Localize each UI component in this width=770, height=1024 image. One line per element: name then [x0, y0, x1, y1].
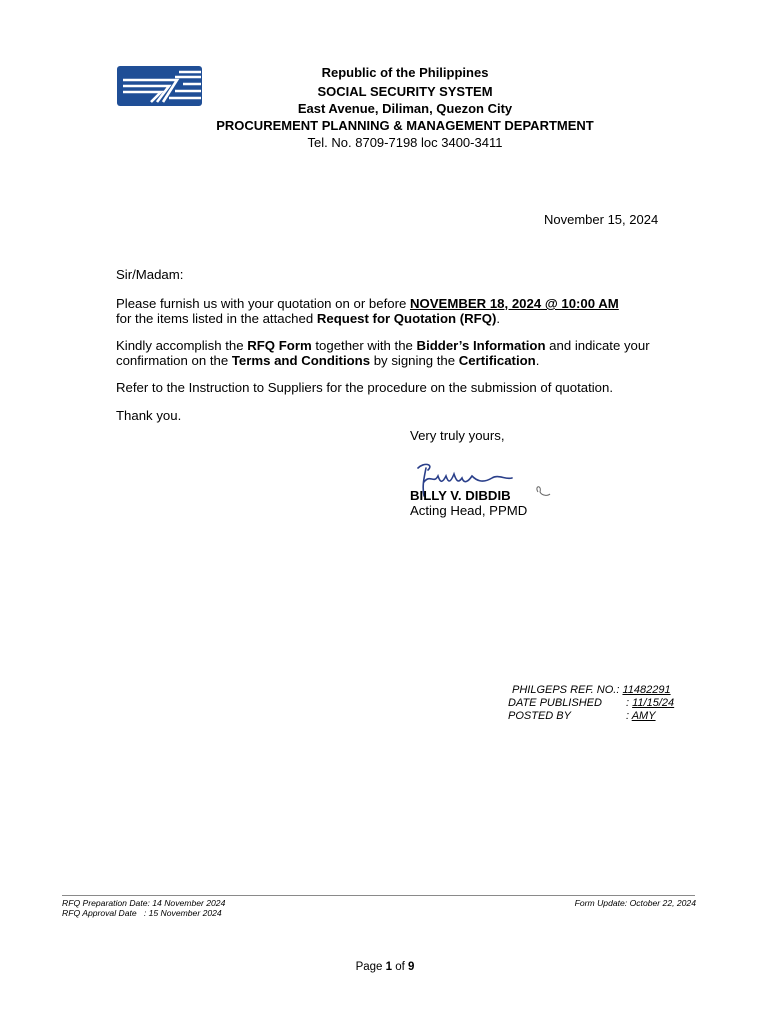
signer-title: Acting Head, PPMD — [410, 503, 528, 518]
header-republic: Republic of the Philippines — [321, 65, 489, 80]
footer-dates — [62, 898, 225, 918]
header-telephone: Tel. No. 8709-7198 loc 3400-3411 — [307, 135, 503, 150]
published-row: DATE PUBLISHED : 11/15/24 — [508, 697, 675, 709]
ref-value: 11482291 — [622, 684, 671, 696]
salutation: Sir/Madam: — [116, 267, 184, 282]
rfq-preparation-date: RFQ Preparation Date: 14 November 2024 — [62, 898, 226, 908]
deadline: NOVEMBER 18, 2024 @ 10:00 AM — [409, 296, 619, 311]
header-address: East Avenue, Diliman, Quezon City — [297, 101, 513, 116]
closing: Very truly yours, — [410, 428, 505, 443]
p1-text-b: for the items listed in the attached — [116, 311, 317, 326]
footer-divider — [62, 895, 695, 896]
rfq-approval-date: RFQ Approval Date : 15 November 2024 — [62, 908, 222, 918]
paragraph-refer: Refer to the Instruction to Suppliers for the procedure on the submission of quotation. — [116, 380, 614, 395]
posted-row: POSTED BY : AMY — [508, 710, 656, 722]
p1-text-a: Please furnish us with your quotation on or before — [116, 296, 410, 311]
form-update: Form Update: October 22, 2024 — [574, 898, 696, 908]
p2-end: . — [535, 353, 540, 368]
p2-text-d: by signing the — [370, 353, 459, 368]
letter-date: November 15, 2024 — [544, 212, 659, 227]
page-of: of — [392, 961, 409, 973]
paragraph-instructions — [116, 338, 696, 368]
p2-text-b: together with the — [311, 338, 417, 353]
paragraph-quotation — [116, 296, 696, 326]
terms-and-conditions: Terms and Conditions — [231, 353, 371, 368]
letterhead — [0, 64, 770, 151]
page-number — [0, 961, 770, 973]
published-value: 11/15/24 — [632, 697, 675, 709]
p1-end: . — [496, 311, 501, 326]
p2-text-a: Kindly accomplish the — [116, 338, 248, 353]
header-department: PROCUREMENT PLANNING & MANAGEMENT DEPARTMENT — [216, 118, 594, 133]
rfq-form: RFQ Form — [247, 338, 312, 353]
ref-row — [508, 684, 674, 697]
signer-name: BILLY V. DIBDIB — [410, 488, 511, 503]
p2-text-c: and indicate your confirmation on the — [116, 338, 650, 368]
certification: Certification — [458, 353, 536, 368]
page-word: Page — [355, 961, 386, 973]
page-current: 1 — [385, 961, 393, 973]
thank-you: Thank you. — [116, 408, 182, 423]
ref-label: PHILGEPS REF. NO.: — [512, 684, 620, 696]
philgeps-reference — [508, 684, 674, 723]
page-total: 9 — [408, 961, 415, 973]
posted-label: POSTED BY — [508, 710, 571, 722]
published-label: DATE PUBLISHED — [508, 697, 602, 709]
rfq-reference: Request for Quotation (RFQ) — [316, 311, 497, 326]
header-agency: SOCIAL SECURITY SYSTEM — [317, 84, 493, 99]
bidders-information: Bidder’s Information — [416, 338, 546, 353]
posted-value: AMY — [631, 710, 656, 722]
